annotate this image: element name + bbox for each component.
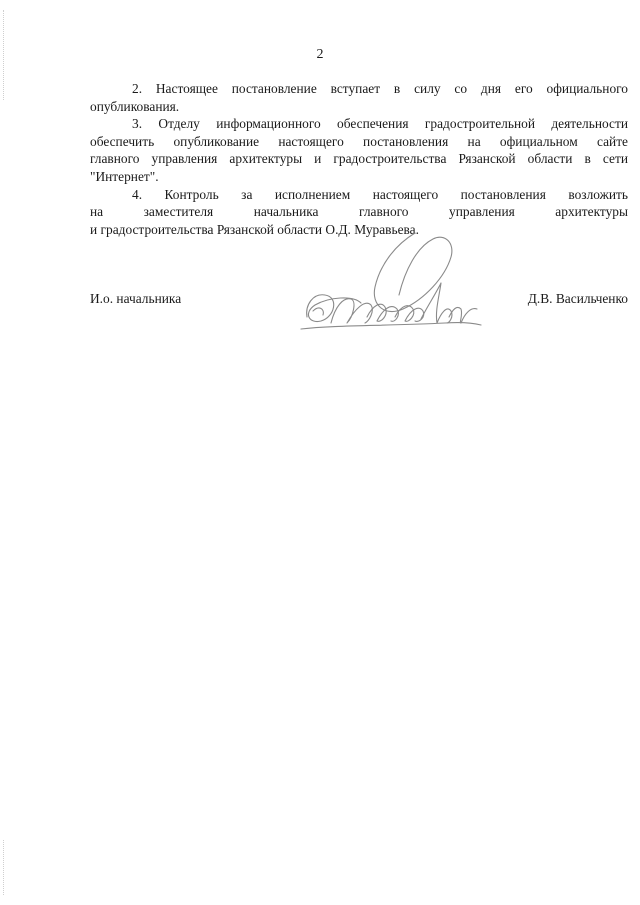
paragraph-line: обеспечить опубликование настоящего постановления на официальном сайте	[90, 133, 628, 149]
paragraph-line: 3. Отделу информационного обеспечения градостроительной деятельности	[132, 116, 628, 132]
paragraph-2	[90, 80, 628, 115]
paragraph-line: "Интернет".	[90, 168, 159, 184]
paragraph-line: 4. Контроль за исполнением настоящего постановления возложить	[132, 186, 628, 202]
paragraph-line: на заместителя начальника главного управления архитектуры	[90, 204, 628, 220]
paragraph-line: главного управления архитектуры и градостроительства Рязанской области в сети	[90, 151, 628, 167]
document-body	[90, 80, 628, 238]
signatory-name: Д.В. Васильченко	[527, 291, 628, 306]
paragraph-3	[90, 115, 628, 185]
scan-edge-artifact	[3, 840, 6, 895]
page-number: 2	[316, 47, 324, 62]
paragraph-line: 2. Настоящее постановление вступает в силу со дня его официального	[132, 81, 628, 96]
handwritten-signature	[295, 225, 485, 340]
paragraph-line: опубликования.	[90, 98, 180, 114]
signatory-position: И.о. начальника	[90, 291, 182, 306]
paragraph-line: и градостроительства Рязанской области О.Д. Муравьева.	[90, 221, 419, 237]
signature-block	[90, 287, 628, 357]
